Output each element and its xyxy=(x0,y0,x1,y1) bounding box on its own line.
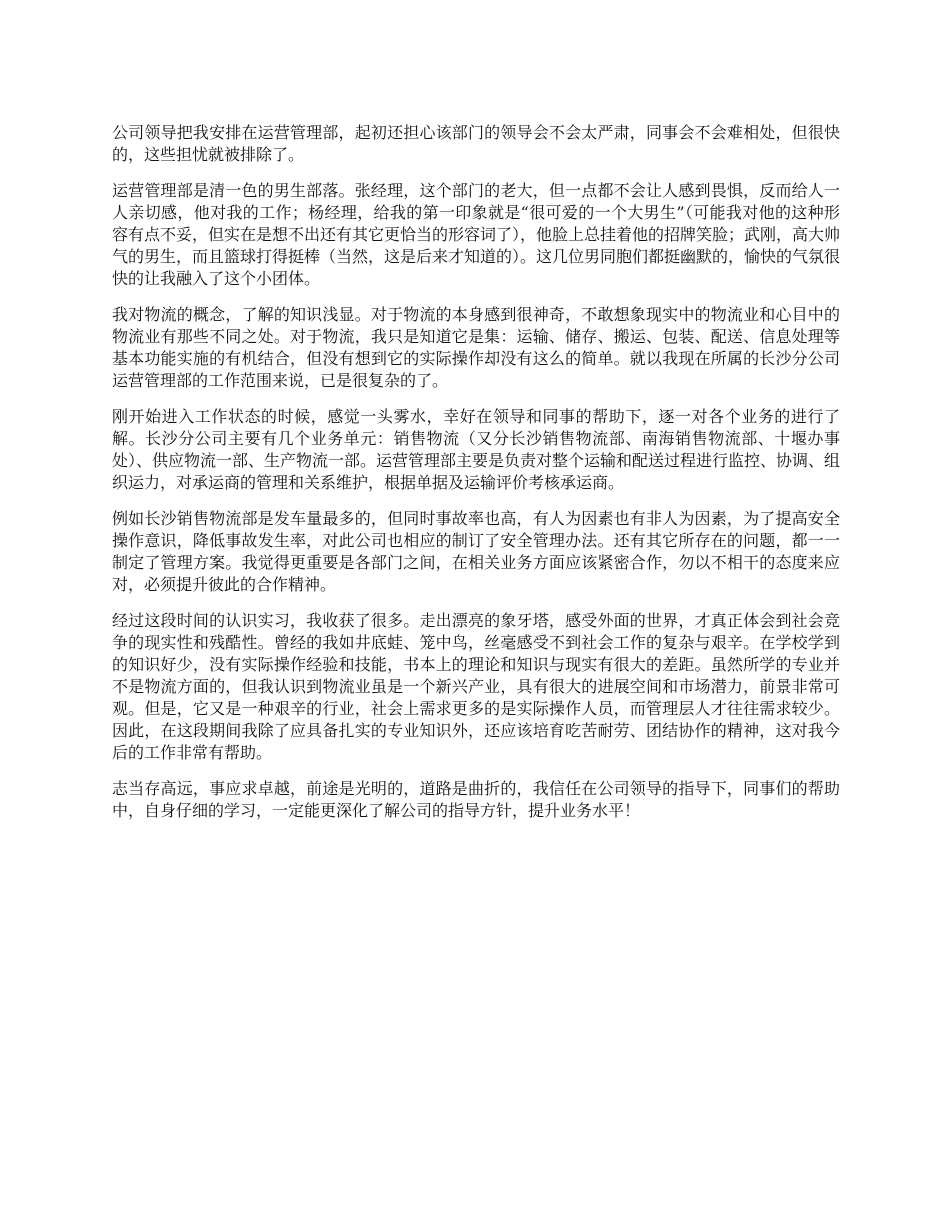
paragraph-6: 经过这段时间的认识实习，我收获了很多。走出漂亮的象牙塔，感受外面的世界，才真正体会到社会竞争的现实性和残酷性。曾经的我如井底蛙、笼中鸟，丝毫感受不到社会工作的复杂与艰辛。在学校学到的知识好少，没有实际操作经验和技能，书本上的理论和知识与现实有很大的差距。虽然所学的专业并不是物流方面的，但我认识到物流业虽是一个新兴产业，具有很大的进展空间和市场潜力，前景非常可观。但是，它又是一种艰辛的行业，社会上需求更多的是实际操作人员，而管理层人才往往需求较少。因此，在这段期间我除了应具备扎实的专业知识外，还应该培育吃苦耐劳、团结协作的精神，这对我今后的工作非常有帮助。 xyxy=(112,611,840,762)
paragraph-7: 志当存高远，事应求卓越，前途是光明的，道路是曲折的，我信任在公司领导的指导下，同事们的帮助中，自身仔细的学习，一定能更深化了解公司的指导方针，提升业务水平！ xyxy=(112,779,840,820)
document-body xyxy=(112,122,840,836)
paragraph-1: 公司领导把我安排在运营管理部，起初还担心该部门的领导会不会太严肃，同事会不会难相处，但很快的，这些担忧就被排除了。 xyxy=(112,123,840,164)
paragraph-4: 刚开始进入工作状态的时候，感觉一头雾水，幸好在领导和同事的帮助下，逐一对各个业务的进行了解。长沙分公司主要有几个业务单元：销售物流（又分长沙销售物流部、南海销售物流部、十堰办事处）、供应物流一部、生产物流一部。运营管理部主要是负责对整个运输和配送过程进行监控、协调、组织运力，对承运商的管理和关系维护，根据单据及运输评价考核承运商。 xyxy=(112,407,841,492)
paragraph-5: 例如长沙销售物流部是发车量最多的，但同时事故率也高，有人为因素也有非人为因素，为了提高安全操作意识，降低事故发生率，对此公司也相应的制订了安全管理办法。还有其它所存在的问题，都一一制定了管理方案。我觉得更重要是各部门之间，在相关业务方面应该紧密合作，勿以不相干的态度来应对，必须提升彼此的合作精神。 xyxy=(112,509,840,594)
paragraph-2: 运营管理部是清一色的男生部落。张经理，这个部门的老大，但一点都不会让人感到畏惧，反而给人一人亲切感，他对我的工作；杨经理，给我的第一印象就是“很可爱的一个大男生”（可能我对他的这种形容有点不妥，但实在是想不出还有其它更恰当的形容词了），他脸上总挂着他的招牌笑脸；武刚，高大帅气的男生，而且篮球打得挺棒（当然，这是后来才知道的）。这几位男同胞们都挺幽默的，愉快的气氛很快的让我融入了这个小团体。 xyxy=(112,181,841,288)
paragraph-3: 我对物流的概念，了解的知识浅显。对于物流的本身感到很神奇，不敢想象现实中的物流业和心目中的物流业有那些不同之处。对于物流，我只是知道它是集：运输、储存、搬运、包装、配送、信息处理等基本功能实施的有机结合，但没有想到它的实际操作却没有这么的简单。就以我现在所属的长沙分公司运营管理部的工作范围来说，已是很复杂的了。 xyxy=(112,305,840,390)
